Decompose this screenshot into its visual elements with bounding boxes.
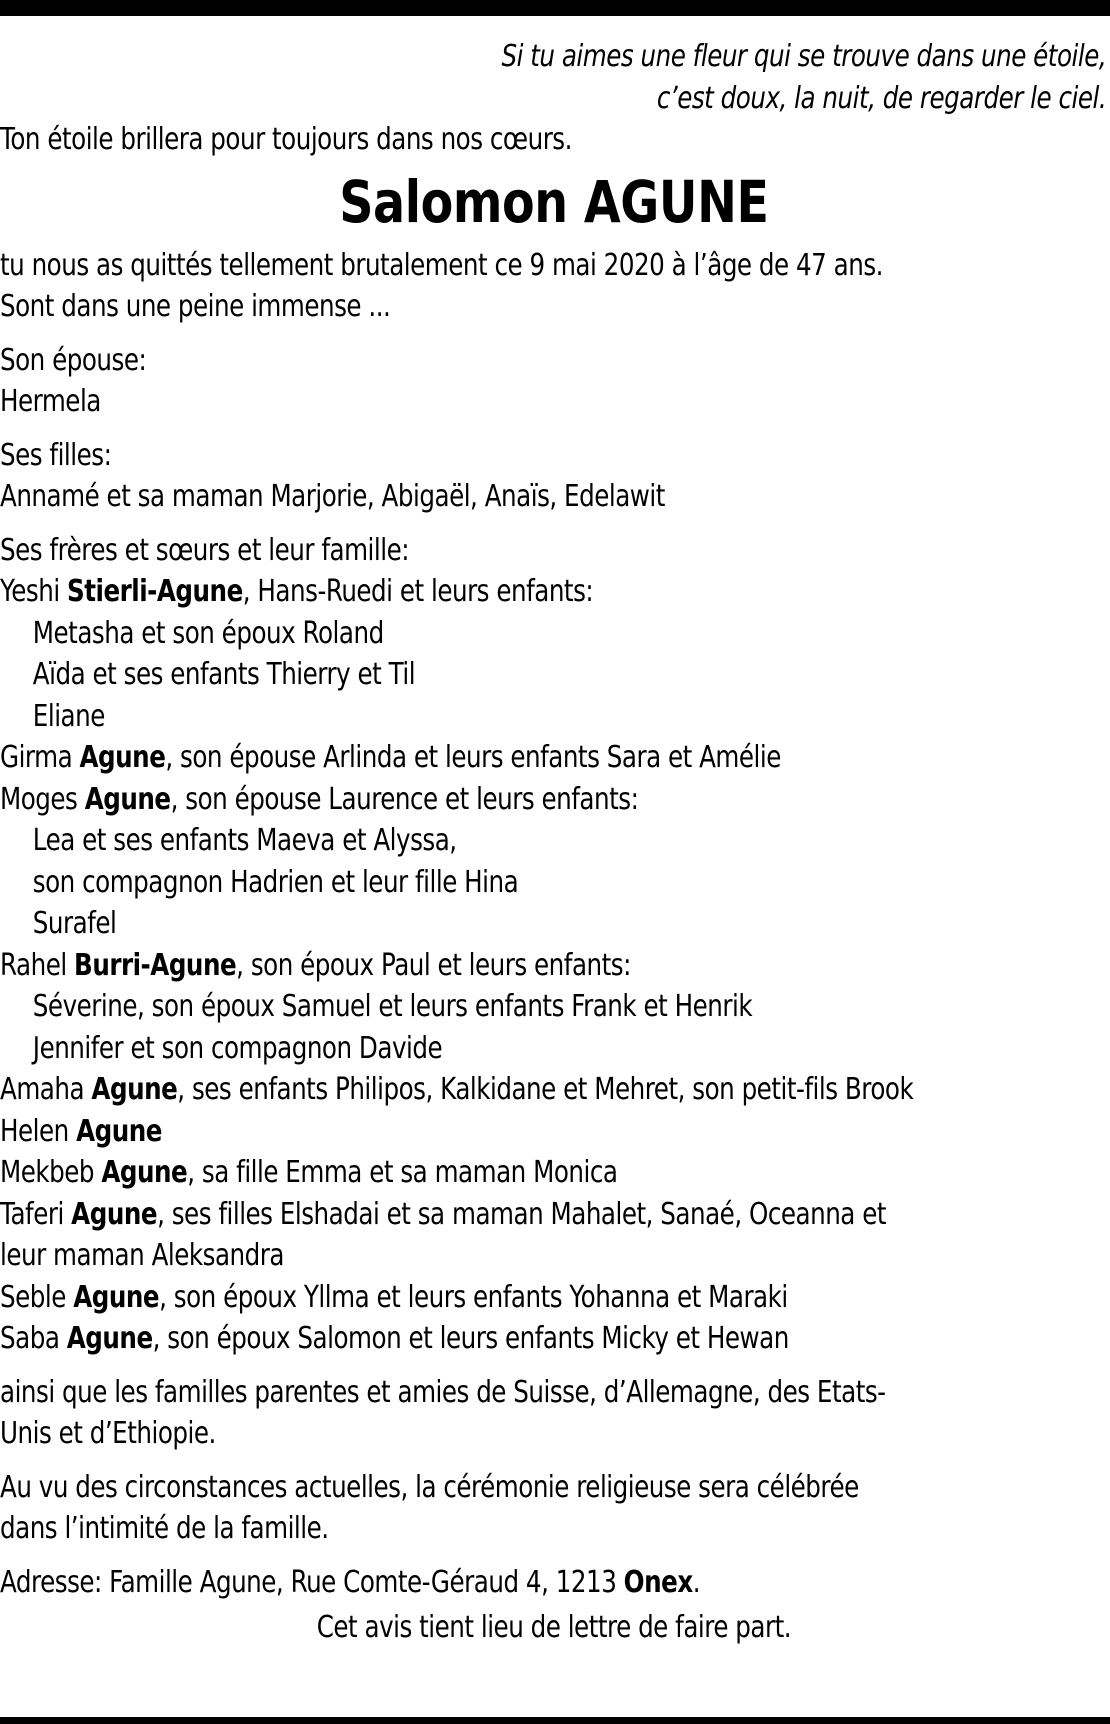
intro-line-2: Sont dans une peine immense ... bbox=[0, 289, 391, 324]
sibling-entry: Mekbeb Agune, sa fille Emma et sa maman Monica bbox=[0, 1155, 618, 1190]
sibling-entry: Amaha Agune, ses enfants Philipos, Kalkidane et Mehret, son petit-fils Brook bbox=[0, 1072, 914, 1107]
family-name: Burri-Agune bbox=[74, 947, 237, 983]
family-name: Agune bbox=[84, 781, 171, 817]
obituary-notice bbox=[0, 36, 1108, 1649]
family-name: Agune bbox=[71, 1196, 158, 1232]
family-name: Agune bbox=[79, 740, 166, 775]
sibling-entry: Yeshi Stierli-Agune, Hans-Ruedi et leurs enfants: bbox=[0, 574, 594, 609]
child-entry: Surafel bbox=[32, 906, 117, 941]
sibling-entry: Rahel Burri-Agune, son époux Paul et leurs enfants: bbox=[0, 947, 631, 983]
deceased-name: Salomon AGUNE bbox=[339, 167, 769, 236]
sibling-entry-continued: leur maman Aleksandra bbox=[0, 1238, 284, 1273]
daughters-label: Ses filles: bbox=[0, 437, 112, 473]
closing-note: Cet avis tient lieu de lettre de faire part. bbox=[316, 1610, 792, 1645]
family-name: Agune bbox=[91, 1072, 178, 1107]
ceremony-line-2: dans l’intimité de la famille. bbox=[0, 1511, 329, 1546]
child-entry: Aïda et ses enfants Thierry et Til bbox=[32, 657, 416, 692]
quote-line-2: c’est doux, la nuit, de regarder le ciel. bbox=[656, 80, 1107, 116]
child-entry: Metasha et son époux Roland bbox=[32, 615, 384, 651]
ceremony-line-1: Au vu des circonstances actuelles, la cérémonie religieuse sera célébrée bbox=[0, 1469, 859, 1505]
family-name: Agune bbox=[66, 1321, 153, 1356]
family-name: Stierli-Agune bbox=[67, 574, 243, 609]
child-entry: son compagnon Hadrien et leur fille Hina bbox=[32, 864, 519, 900]
families-line-1: ainsi que les familles parentes et amies de Suisse, d’Allemagne, des Etats- bbox=[0, 1374, 886, 1410]
sibling-entry: Helen Agune bbox=[0, 1113, 162, 1149]
family-name: Agune bbox=[76, 1113, 162, 1149]
siblings-label: Ses frères et sœurs et leur famille: bbox=[0, 532, 410, 568]
child-entry: Lea et ses enfants Maeva et Alyssa, bbox=[32, 823, 457, 858]
spouse-name: Hermela bbox=[0, 384, 101, 419]
bottom-rule bbox=[0, 1717, 1110, 1724]
sibling-entry: Seble Agune, son époux Yllma et leurs enfants Yohanna et Maraki bbox=[0, 1279, 788, 1315]
sibling-entry: Girma Agune, son épouse Arlinda et leurs enfants Sara et Amélie bbox=[0, 740, 781, 775]
address: Adresse: Famille Agune, Rue Comte-Géraud 4, 1213 Onex. bbox=[0, 1564, 701, 1600]
family-name: Agune bbox=[73, 1279, 160, 1315]
sibling-entry: Moges Agune, son épouse Laurence et leurs enfants: bbox=[0, 781, 639, 817]
address-city: Onex bbox=[623, 1564, 693, 1600]
quote-line-1: Si tu aimes une fleur qui se trouve dans une étoile, bbox=[501, 39, 1107, 74]
family-name: Agune bbox=[101, 1155, 188, 1190]
spouse-label: Son épouse: bbox=[0, 342, 147, 378]
families-line-2: Unis et d’Ethiopie. bbox=[0, 1416, 216, 1451]
sibling-entry: Saba Agune, son époux Salomon et leurs enfants Micky et Hewan bbox=[0, 1321, 789, 1356]
sibling-entry: Taferi Agune, ses filles Elshadai et sa maman Mahalet, Sanaé, Oceanna et bbox=[0, 1196, 887, 1232]
child-entry: Séverine, son époux Samuel et leurs enfants Frank et Henrik bbox=[32, 989, 753, 1024]
top-rule bbox=[0, 0, 1110, 16]
epigraph-quote bbox=[0, 36, 1108, 119]
dedication: Ton étoile brillera pour toujours dans nos cœurs. bbox=[0, 122, 572, 157]
daughters-names: Annamé et sa maman Marjorie, Abigaël, Anaïs, Edelawit bbox=[0, 479, 665, 514]
child-entry: Eliane bbox=[32, 698, 105, 734]
child-entry: Jennifer et son compagnon Davide bbox=[32, 1030, 443, 1066]
intro-line-1: tu nous as quittés tellement brutalement ce 9 mai 2020 à l’âge de 47 ans. bbox=[0, 247, 883, 283]
